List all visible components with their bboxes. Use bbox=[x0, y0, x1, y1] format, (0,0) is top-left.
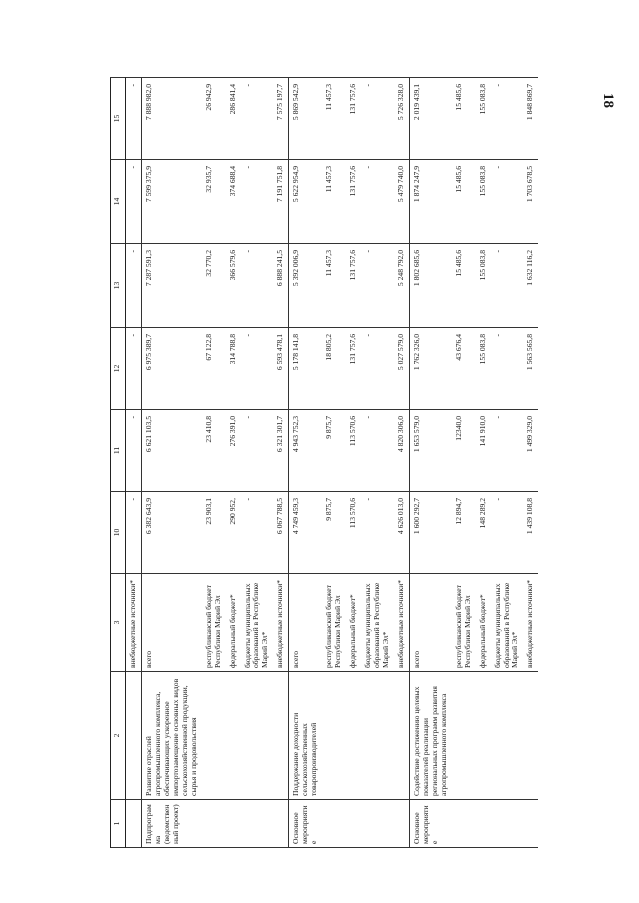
column-header: 13 bbox=[111, 244, 126, 328]
amount-cell: 9 875,7 bbox=[322, 492, 346, 574]
header-row bbox=[111, 78, 126, 848]
amount-cell: 15 485,6 bbox=[452, 244, 476, 328]
table-row bbox=[241, 78, 274, 848]
event-name-cell: Поддержание доходности сельскохозяйственных товаропроизводителей bbox=[289, 672, 322, 800]
amount-cell: - bbox=[361, 328, 394, 410]
amount-cell: 6 593 478,1 bbox=[273, 328, 288, 410]
event-name-cell bbox=[322, 672, 346, 800]
amount-cell: 23 903,1 bbox=[202, 492, 226, 574]
amount-cell: 1 499 329,0 bbox=[523, 410, 538, 492]
amount-cell: 18 805,2 bbox=[322, 328, 346, 410]
event-name-cell bbox=[523, 672, 538, 800]
amount-cell: 1 439 108,8 bbox=[523, 492, 538, 574]
table-row bbox=[476, 78, 491, 848]
amount-cell: - bbox=[126, 328, 142, 410]
funding-source-cell: республиканский бюджет Республики Марий Эл bbox=[452, 574, 476, 672]
amount-cell: 6 321 301,7 bbox=[273, 410, 288, 492]
amount-cell: 5 479 740,0 bbox=[394, 160, 409, 244]
event-type-cell: Подпрограмма (ведомственный проект) bbox=[141, 800, 201, 848]
column-header: 3 bbox=[111, 574, 126, 672]
amount-cell: - bbox=[241, 328, 274, 410]
event-type-cell bbox=[126, 800, 142, 848]
amount-cell: - bbox=[126, 410, 142, 492]
funding-source-cell: бюджеты муниципальных образований в Республике Марий Эл* bbox=[491, 574, 524, 672]
table-row bbox=[346, 78, 361, 848]
amount-cell: 366 579,6 bbox=[226, 244, 241, 328]
column-header: 11 bbox=[111, 410, 126, 492]
amount-cell: 5 027 579,0 bbox=[394, 328, 409, 410]
amount-cell: 4 820 306,0 bbox=[394, 410, 409, 492]
amount-cell: 12 894,7 bbox=[452, 492, 476, 574]
amount-cell: - bbox=[491, 160, 524, 244]
amount-cell: 131 757,6 bbox=[346, 78, 361, 160]
event-type-cell bbox=[361, 800, 394, 848]
amount-cell: 11 457,3 bbox=[322, 160, 346, 244]
event-name-cell bbox=[241, 672, 274, 800]
event-type-cell bbox=[226, 800, 241, 848]
amount-cell: 6 067 788,5 bbox=[273, 492, 288, 574]
column-header: 10 bbox=[111, 492, 126, 574]
event-type-cell bbox=[273, 800, 288, 848]
amount-cell: 9 875,7 bbox=[322, 410, 346, 492]
amount-cell: 5 622 954,9 bbox=[289, 160, 322, 244]
amount-cell: 6 382 643,9 bbox=[141, 492, 201, 574]
amount-cell: 32 935,7 bbox=[202, 160, 226, 244]
table-row bbox=[226, 78, 241, 848]
amount-cell: 1 703 678,5 bbox=[523, 160, 538, 244]
amount-cell: 12340,0 bbox=[452, 410, 476, 492]
amount-cell: 6 975 389,7 bbox=[141, 328, 201, 410]
table-row bbox=[141, 78, 201, 848]
amount-cell: 23 410,8 bbox=[202, 410, 226, 492]
amount-cell: - bbox=[241, 160, 274, 244]
amount-cell: - bbox=[241, 410, 274, 492]
amount-cell: 7 888 982,0 bbox=[141, 78, 201, 160]
amount-cell: 67 122,8 bbox=[202, 328, 226, 410]
event-type-cell bbox=[476, 800, 491, 848]
table-row bbox=[409, 78, 451, 848]
amount-cell: 1 802 685,6 bbox=[409, 244, 451, 328]
amount-cell: 1 600 292,7 bbox=[409, 492, 451, 574]
amount-cell: - bbox=[361, 244, 394, 328]
amount-cell: 374 688,4 bbox=[226, 160, 241, 244]
event-type-cell bbox=[202, 800, 226, 848]
funding-source-cell: всего bbox=[289, 574, 322, 672]
amount-cell: - bbox=[491, 78, 524, 160]
event-type-cell bbox=[452, 800, 476, 848]
event-name-cell bbox=[452, 672, 476, 800]
amount-cell: 148 289,2 bbox=[476, 492, 491, 574]
event-type-cell bbox=[346, 800, 361, 848]
event-name-cell bbox=[202, 672, 226, 800]
amount-cell: 7 599 375,9 bbox=[141, 160, 201, 244]
funding-source-cell: федеральный бюджет* bbox=[476, 574, 491, 672]
funding-source-cell: бюджеты муниципальных образований в Республике Марий Эл* bbox=[361, 574, 394, 672]
amount-cell: 4 943 752,3 bbox=[289, 410, 322, 492]
amount-cell: - bbox=[361, 410, 394, 492]
amount-cell: - bbox=[491, 492, 524, 574]
amount-cell: 286 841,4 bbox=[226, 78, 241, 160]
amount-cell: 276 391,0 bbox=[226, 410, 241, 492]
table-row bbox=[126, 78, 142, 848]
funding-source-cell: федеральный бюджет* bbox=[226, 574, 241, 672]
amount-cell: 1 563 565,8 bbox=[523, 328, 538, 410]
amount-cell: - bbox=[361, 78, 394, 160]
funding-source-cell: внебюджетные источники* bbox=[394, 574, 409, 672]
amount-cell: 155 083,8 bbox=[476, 78, 491, 160]
amount-cell: 1 653 579,0 bbox=[409, 410, 451, 492]
amount-cell: 4 626 013,0 bbox=[394, 492, 409, 574]
table-row bbox=[202, 78, 226, 848]
amount-cell: 113 570,6 bbox=[346, 492, 361, 574]
amount-cell: 26 942,9 bbox=[202, 78, 226, 160]
event-name-cell bbox=[126, 672, 142, 800]
amount-cell: 15 485,6 bbox=[452, 160, 476, 244]
amount-cell: 7 287 591,3 bbox=[141, 244, 201, 328]
amount-cell: - bbox=[491, 328, 524, 410]
amount-cell: - bbox=[361, 492, 394, 574]
column-header: 14 bbox=[111, 160, 126, 244]
event-type-cell bbox=[241, 800, 274, 848]
funding-source-cell: внебюджетные источники* bbox=[273, 574, 288, 672]
amount-cell: 6 621 103,5 bbox=[141, 410, 201, 492]
amount-cell: - bbox=[126, 492, 142, 574]
funding-source-cell: всего bbox=[409, 574, 451, 672]
amount-cell: - bbox=[241, 492, 274, 574]
rotated-table-container bbox=[110, 78, 535, 848]
amount-cell: 11 457,3 bbox=[322, 244, 346, 328]
event-name-cell bbox=[273, 672, 288, 800]
event-name-cell bbox=[491, 672, 524, 800]
amount-cell: - bbox=[491, 244, 524, 328]
event-name-cell bbox=[394, 672, 409, 800]
event-name-cell bbox=[476, 672, 491, 800]
amount-cell: 1 874 247,9 bbox=[409, 160, 451, 244]
event-type-cell: Основное мероприятие bbox=[409, 800, 451, 848]
amount-cell: - bbox=[361, 160, 394, 244]
event-type-cell bbox=[491, 800, 524, 848]
column-header: 12 bbox=[111, 328, 126, 410]
page-number: 18 bbox=[600, 93, 616, 108]
funding-source-cell: бюджеты муниципальных образований в Республике Марий Эл* bbox=[241, 574, 274, 672]
amount-cell: - bbox=[241, 78, 274, 160]
budget-table bbox=[110, 77, 538, 848]
amount-cell: 43 676,4 bbox=[452, 328, 476, 410]
table-row bbox=[394, 78, 409, 848]
amount-cell: - bbox=[491, 410, 524, 492]
table-row bbox=[452, 78, 476, 848]
amount-cell: 155 083,8 bbox=[476, 160, 491, 244]
funding-source-cell: всего bbox=[141, 574, 201, 672]
amount-cell: 5 248 792,0 bbox=[394, 244, 409, 328]
amount-cell: 5 869 542,9 bbox=[289, 78, 322, 160]
event-name-cell bbox=[361, 672, 394, 800]
amount-cell: 32 770,2 bbox=[202, 244, 226, 328]
amount-cell: 6 888 241,5 bbox=[273, 244, 288, 328]
funding-source-cell: республиканский бюджет Республики Марий Эл bbox=[202, 574, 226, 672]
amount-cell: - bbox=[126, 244, 142, 328]
amount-cell: - bbox=[241, 244, 274, 328]
amount-cell: 1 632 116,2 bbox=[523, 244, 538, 328]
event-type-cell bbox=[394, 800, 409, 848]
amount-cell: - bbox=[126, 78, 142, 160]
event-type-cell bbox=[322, 800, 346, 848]
event-type-cell: Основное мероприятие bbox=[289, 800, 322, 848]
event-name-cell bbox=[346, 672, 361, 800]
column-header: 15 bbox=[111, 78, 126, 160]
amount-cell: 131 757,6 bbox=[346, 160, 361, 244]
column-header: 1 bbox=[111, 800, 126, 848]
table-row bbox=[273, 78, 288, 848]
event-name-cell: Развитие отраслей агропромышленного комплекса, обеспечивающих ускоренное импортозамещение основных видов сельскохозяйственной продукции, сырья и продовольствия bbox=[141, 672, 201, 800]
amount-cell: 5 392 006,9 bbox=[289, 244, 322, 328]
amount-cell: 113 570,6 bbox=[346, 410, 361, 492]
funding-source-cell: республиканский бюджет Республики Марий Эл bbox=[322, 574, 346, 672]
amount-cell: 314 788,8 bbox=[226, 328, 241, 410]
amount-cell: 7 575 197,7 bbox=[273, 78, 288, 160]
funding-source-cell: внебюджетные источники* bbox=[126, 574, 142, 672]
amount-cell: 2 019 439,1 bbox=[409, 78, 451, 160]
event-name-cell: Содействие достижению целевых показателей реализации региональных программ развития агропромышленного комплекса bbox=[409, 672, 451, 800]
amount-cell: 11 457,3 bbox=[322, 78, 346, 160]
funding-source-cell: федеральный бюджет* bbox=[346, 574, 361, 672]
amount-cell: 131 757,6 bbox=[346, 328, 361, 410]
amount-cell: - bbox=[126, 160, 142, 244]
table-row bbox=[322, 78, 346, 848]
table-row bbox=[491, 78, 524, 848]
amount-cell: 131 757,6 bbox=[346, 244, 361, 328]
event-name-cell bbox=[226, 672, 241, 800]
event-type-cell bbox=[523, 800, 538, 848]
table-row bbox=[289, 78, 322, 848]
amount-cell: 1 848 869,7 bbox=[523, 78, 538, 160]
column-header: 2 bbox=[111, 672, 126, 800]
amount-cell: 155 083,8 bbox=[476, 328, 491, 410]
amount-cell: 4 749 459,3 bbox=[289, 492, 322, 574]
amount-cell: 141 910,0 bbox=[476, 410, 491, 492]
amount-cell: 15 485,6 bbox=[452, 78, 476, 160]
funding-source-cell: внебюджетные источники* bbox=[523, 574, 538, 672]
amount-cell: 5 726 328,0 bbox=[394, 78, 409, 160]
table-row bbox=[361, 78, 394, 848]
amount-cell: 5 178 141,8 bbox=[289, 328, 322, 410]
table-row bbox=[523, 78, 538, 848]
amount-cell: 155 083,8 bbox=[476, 244, 491, 328]
table-body bbox=[126, 78, 539, 848]
amount-cell: 7 191 751,8 bbox=[273, 160, 288, 244]
amount-cell: 1 762 326,0 bbox=[409, 328, 451, 410]
amount-cell: 290 952, bbox=[226, 492, 241, 574]
